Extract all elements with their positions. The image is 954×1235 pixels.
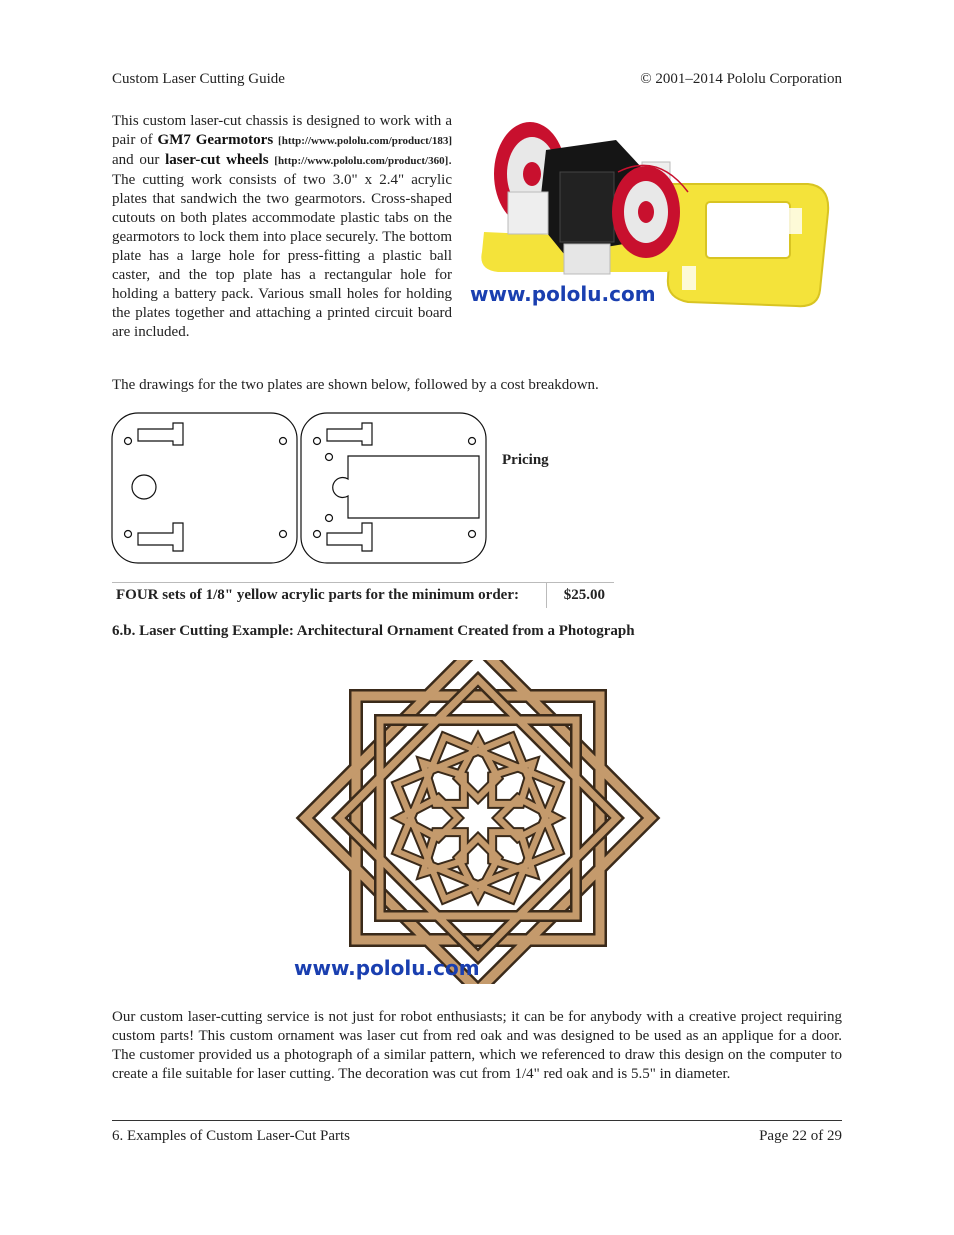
drawings-caption: The drawings for the two plates are shown below, followed by a cost breakdown.	[112, 377, 599, 393]
gm7-link[interactable]: GM7 Gearmotors	[157, 132, 274, 148]
pricing-title: Pricing	[502, 452, 549, 468]
intro-paragraph: This custom laser-cut chassis is designed to work with a pair of GM7 Gearmotors [http://www.pololu.com/product/183] and our laser-cut wheels [http://www.pololu.com/product/360]. The cutting work consists of two 3.0" x 2.4" acrylic plates that sandwich the two gearmotors. Cross-shaped cutouts on both plates accommodate plastic tabs on the gearmotors to lock them into place securely. The bottom plate has a large hole for press-fitting a plastic ball caster, and the top plate has a rectangular hole for holding a battery pack. Various small holes for holding the plates together and attaching a printed circuit board are included.	[112, 113, 453, 340]
wheels-link[interactable]: laser-cut wheels	[165, 152, 269, 168]
ornament-watermark: www.pololu.com	[294, 956, 480, 980]
pricing-table	[112, 583, 609, 608]
ornament-illustration	[292, 660, 664, 984]
chassis-photo	[468, 112, 840, 312]
header-title: Custom Laser Cutting Guide	[112, 71, 285, 87]
bottom-plate-drawing	[112, 413, 297, 563]
ornament-photo	[292, 660, 664, 984]
table-row	[112, 583, 609, 608]
section-heading: 6.b. Laser Cutting Example: Architectural Ornament Created from a Photograph	[112, 623, 635, 639]
plate-drawings	[111, 411, 491, 567]
gm7-url[interactable]: [http://www.pololu.com/product/183]	[278, 135, 453, 147]
header-copyright: © 2001–2014 Pololu Corporation	[640, 71, 842, 87]
page-number: Page 22 of 29	[759, 1128, 842, 1144]
pricing-row-value: $25.00	[563, 587, 605, 603]
footer-rule	[112, 1120, 842, 1121]
top-plate-drawing	[301, 413, 486, 563]
footer-section: 6. Examples of Custom Laser-Cut Parts	[112, 1128, 351, 1144]
pricing-row-label: FOUR sets of 1/8" yellow acrylic parts for the minimum order:	[112, 583, 547, 608]
wheels-url[interactable]: [http://www.pololu.com/product/360]	[274, 155, 449, 167]
ornament-paragraph: Our custom laser-cutting service is not just for robot enthusiasts; it can be for anybody with a creative project requiring custom parts! This custom ornament was laser cut from red oak and was designed to be used as an applique for a door. The customer provided us a photograph of a similar pattern, which we referenced to draw this design on the computer to create a file suitable for laser cutting. The decoration was cut from 1/4" red oak and is 5.5" in diameter.	[112, 1009, 842, 1082]
chassis-watermark: www.pololu.com	[470, 282, 656, 306]
